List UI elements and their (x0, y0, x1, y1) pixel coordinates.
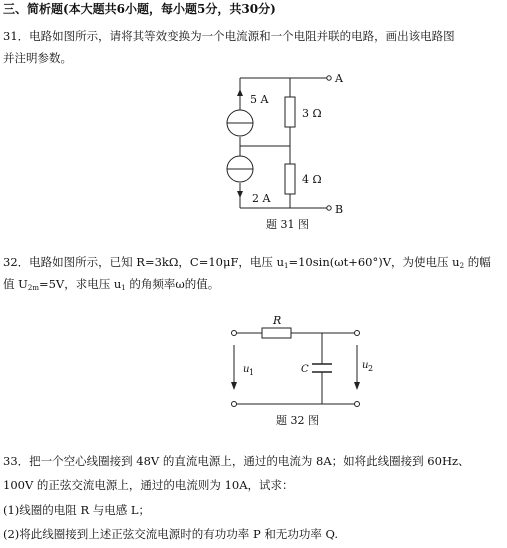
caption-32: 题 32 图 (276, 414, 319, 427)
q32-line1-c: 的幅 (464, 255, 491, 269)
q33-part2: (2)将此线圈接到上述正弦交流电源时的有功功率 P 和无功功率 Q. (3, 527, 339, 541)
q32-line2-sub2: 1 (121, 284, 126, 292)
resistor-4-ohm (285, 164, 295, 194)
q32-line1-sub2: 2 (459, 262, 465, 270)
terminal-out-bottom (355, 402, 360, 407)
label-u1: u (243, 364, 250, 375)
label-u2-sub: 2 (368, 364, 374, 373)
caption-31: 题 31 图 (266, 218, 309, 231)
label-c: C (301, 364, 309, 375)
q33-text-line1: 33．把一个空心线圈接到 48V 的直流电源上，通过的电流为 8A；如将此线圈接到 60Hz、 (3, 454, 470, 468)
arrow-u1-icon (231, 382, 237, 390)
label-4-ohm: 4 Ω (302, 173, 322, 186)
q32-line2-sub: 2m (27, 284, 39, 292)
label-5a: 5 A (250, 93, 269, 106)
terminal-in-top (232, 331, 237, 336)
q32-line2-b: =5V，求电压 u (38, 277, 122, 291)
label-r: R (273, 314, 282, 327)
resistor-3-ohm (285, 97, 295, 127)
label-u1-sub: 1 (249, 368, 255, 377)
q32-line1-b: =10sin(ωt+60°)V，为使电压 u (288, 255, 460, 269)
label-2a: 2 A (252, 192, 271, 205)
arrow-up-icon (237, 89, 243, 96)
q32-text-line2 (3, 277, 219, 295)
q32-line2-c: 的角频率ω的值。 (125, 277, 220, 291)
terminal-a-dot (327, 76, 331, 80)
arrow-u2-icon (354, 382, 360, 390)
label-terminal-b: B (335, 203, 344, 216)
terminal-out-top (355, 331, 360, 336)
q33-part1: (1)线圈的电阻 R 与电感 L； (3, 503, 151, 517)
q31-text-line1: 31．电路如图所示，请将其等效变换为一个电流源和一个电阻并联的电路，画出该电路图 (3, 29, 455, 43)
arrow-down-icon (237, 191, 243, 198)
q32-line2-a: 值 U (3, 277, 28, 291)
q33-text-line2: 100V 的正弦交流电源上，通过的电流则为 10A，试求： (3, 478, 294, 492)
q31-text-line2: 并注明参数。 (3, 51, 72, 65)
resistor-r (262, 328, 291, 338)
label-terminal-a: A (335, 72, 343, 85)
label-u2: u (362, 360, 369, 371)
label-3-ohm: 3 Ω (302, 107, 322, 120)
q32-line1-a: 32．电路如图所示，已知 R=3kΩ，C=10μF，电压 u (3, 255, 284, 269)
terminal-b-dot (327, 206, 331, 210)
q32-line1-sub1: 1 (284, 262, 289, 270)
terminal-in-bottom (232, 402, 237, 407)
q32-text-line1 (3, 255, 491, 273)
section-heading: 三、简析题(本大题共6小题，每小题5分，共30分) (3, 2, 276, 16)
